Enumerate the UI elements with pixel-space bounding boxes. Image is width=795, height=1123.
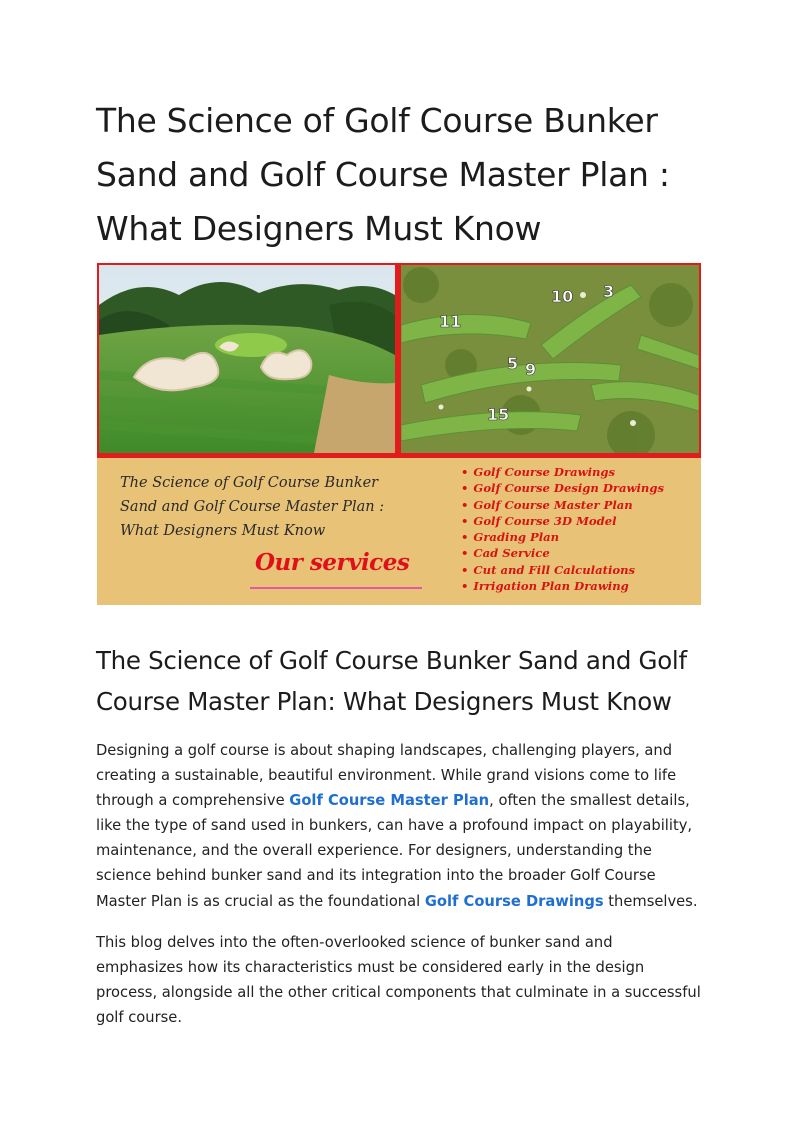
- paragraph-text: themselves.: [603, 892, 698, 910]
- banner-title-line: The Science of Golf Course Bunker: [120, 475, 379, 491]
- intro-paragraph: [96, 738, 701, 914]
- hole-number-label: 11: [439, 312, 462, 331]
- paragraph-text: , often the smallest details, like the type of sand used in bunkers, can have a profound impact on playability, maintenance, and the overall experience. For designers, understanding the science behind bunker sand and its integration into the broader Golf Course Master Plan is as crucial as the foundational: [96, 792, 693, 910]
- hole-number-label: 3: [603, 282, 615, 301]
- service-item: • Golf Course Design Drawings: [461, 480, 664, 496]
- service-item: • Irrigation Plan Drawing: [461, 578, 664, 594]
- section-heading: The Science of Golf Course Bunker Sand and Golf Course Master Plan: What Designers Must Know: [96, 646, 687, 716]
- hole-number-label: 5: [507, 354, 519, 373]
- banner-title-line: What Designers Must Know: [120, 523, 326, 539]
- hole-number-label: 10: [551, 287, 574, 306]
- service-item: • Golf Course Master Plan: [461, 497, 664, 513]
- page-title: The Science of Golf Course Bunker Sand and Golf Course Master Plan : What Designers Must Know: [96, 101, 670, 248]
- hole-number-label: 15: [487, 405, 510, 424]
- course-masterplan-image: [401, 265, 699, 453]
- service-item: • Grading Plan: [461, 529, 664, 545]
- golf-course-drawings-link[interactable]: Golf Course Drawings: [424, 892, 604, 910]
- services-list: [461, 464, 664, 594]
- service-item: • Golf Course Drawings: [461, 464, 664, 480]
- paragraph-text: Designing a golf course is about shaping landscapes, challenging players, and creating a sustainable, beautiful environment. While grand visions come to life through a comprehensive: [96, 742, 677, 810]
- services-underline: [250, 587, 422, 589]
- banner-title-line: Sand and Golf Course Master Plan :: [120, 499, 385, 515]
- service-item: • Cad Service: [461, 545, 664, 561]
- golf-course-master-plan-link[interactable]: Golf Course Master Plan: [289, 792, 490, 810]
- service-item: • Cut and Fill Calculations: [461, 562, 664, 578]
- service-item: • Golf Course 3D Model: [461, 513, 664, 529]
- second-paragraph: This blog delves into the often-overlooked science of bunker sand and emphasizes how its characteristics must be considered early in the design process, alongside all the other critical components that culminate in a successful golf course.: [96, 934, 701, 1027]
- services-heading: Our services: [255, 549, 410, 576]
- bunker-render-image: [99, 265, 395, 453]
- banner-photo-frame: [97, 263, 701, 458]
- banner-image: [97, 263, 701, 605]
- banner-title: [120, 471, 410, 543]
- hole-number-label: 9: [525, 360, 537, 379]
